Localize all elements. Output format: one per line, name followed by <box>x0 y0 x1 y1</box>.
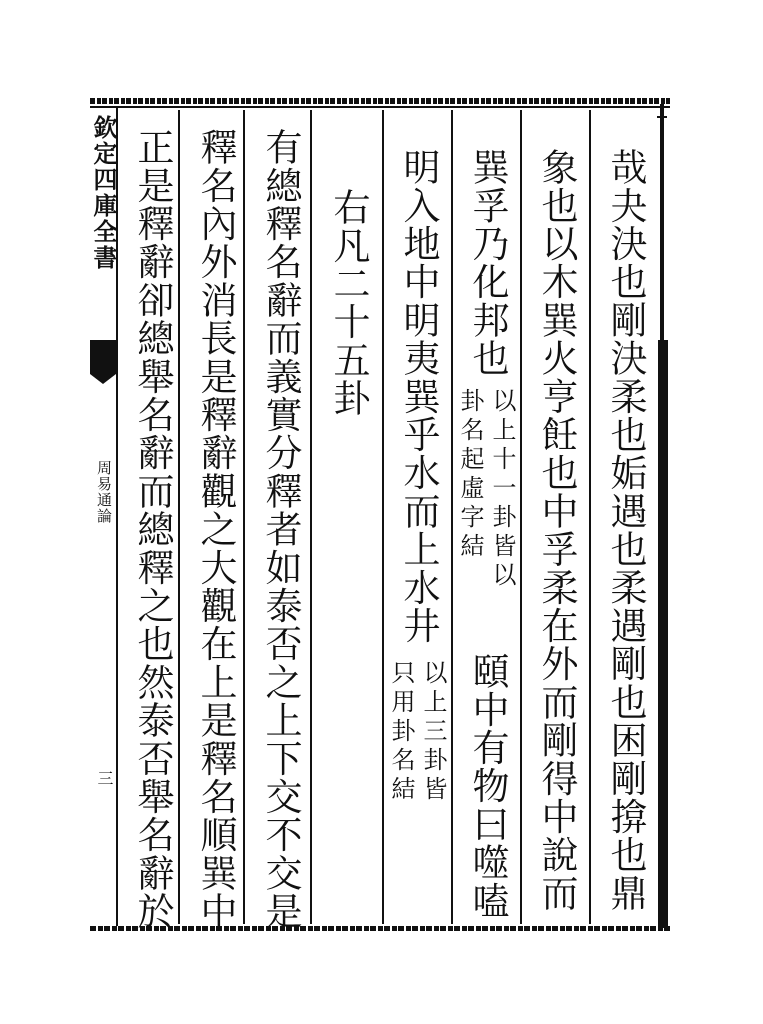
annotation-column-3b: 卦名起虛字結 <box>456 388 484 562</box>
column-rule <box>589 110 591 924</box>
column-rule <box>310 110 312 924</box>
spine-page-number: 三 <box>95 770 114 786</box>
spine-collection-title: 欽定四庫全書 <box>89 115 118 271</box>
fish-tail-mark <box>90 340 116 374</box>
annotation-column-4a: 以上三卦皆 <box>419 660 447 805</box>
frame-top-border <box>90 98 670 104</box>
frame-right-shadow <box>658 340 668 928</box>
annotation-column-4b: 只用卦名結 <box>387 660 415 805</box>
text-column-6: 有總釋名辭而義實分釋者如泰否之上下交不交是 <box>259 128 302 931</box>
column-rule <box>382 110 384 924</box>
annotation-column-3a: 以上十一卦皆以 <box>488 388 516 591</box>
text-column-2: 象也以木巽火亨飪也中孚柔在外而剛得中說而 <box>535 148 578 912</box>
text-column-7: 釋名內外消長是釋辭觀之大觀在上是釋名順巽中 <box>194 128 237 931</box>
column-rule <box>451 110 453 924</box>
corner-mark <box>657 116 667 118</box>
text-column-3-continued: 頤中有物曰噬嗑 <box>466 652 509 920</box>
spine-book-title: 周易通論 <box>95 460 113 524</box>
text-column-5: 右凡二十五卦 <box>327 188 370 418</box>
text-column-4-main: 明入地中明夷巽乎水而上水井 <box>397 148 440 645</box>
column-rule <box>520 110 522 924</box>
text-column-3-main: 巽孚乃化邦也 <box>466 148 509 378</box>
frame-top-rule <box>90 106 670 108</box>
text-column-1: 哉夬決也剛決柔也姤遇也柔遇剛也困剛揜也鼎 <box>604 148 647 912</box>
text-column-8: 正是釋辭卻總舉名辭而總釋之也然泰否舉名辭於 <box>131 128 174 931</box>
